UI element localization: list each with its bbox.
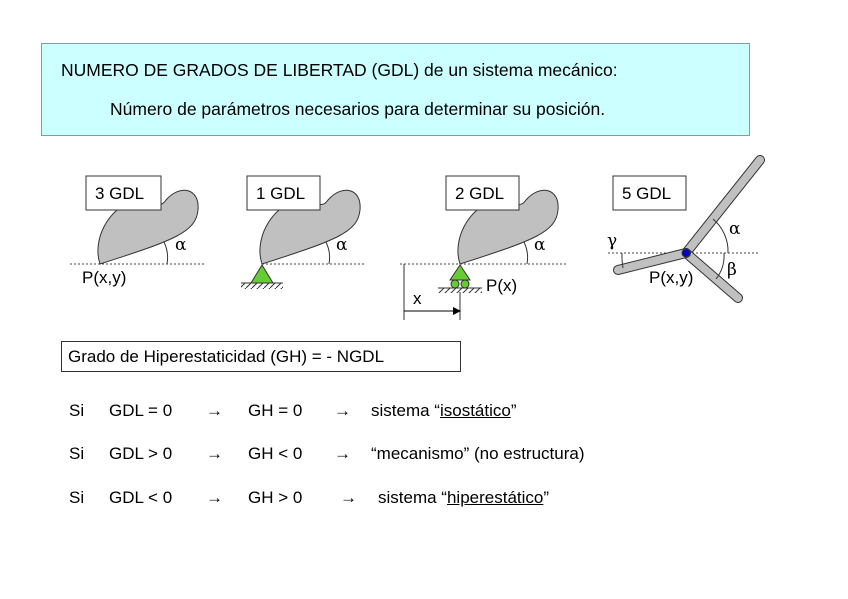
arrow: → [206,444,223,463]
angle-label: α [175,235,187,255]
angle-label: α [534,235,546,255]
rule-si: Si [69,401,85,420]
arrow: → [206,488,223,507]
rule-gh: GH = 0 [248,401,303,420]
point-label: P(x,y) [82,268,127,287]
gdl-label: 3 GDL [95,184,145,203]
rule-si: Si [69,444,85,463]
roller-wheel [461,280,469,288]
rule-result: “mecanismo” (no estructura) [371,444,585,463]
gdl-label: 5 GDL [622,184,672,203]
rule-condition: GDL = 0 [109,401,173,420]
beta-label: β [727,260,737,280]
roller-wheel [451,280,459,288]
rule-result: sistema “isostático” [371,401,517,420]
ground-hatch [241,283,283,289]
definition-title: NUMERO DE GRADOS DE LIBERTAD (GDL) de un sistema mecánico: [61,60,618,80]
x-label: x [413,289,422,308]
figure-3gdl [70,176,206,287]
gdl-label: 2 GDL [455,184,505,203]
joint [682,249,690,257]
point-label: P(x,y) [649,268,694,287]
figure-5gdl [607,160,760,298]
angle-label: α [336,235,348,255]
arrow: → [206,401,223,420]
arrow: → [334,401,351,420]
gamma-label: γ [607,231,618,251]
arrow: → [334,444,351,463]
rule-gh: GH > 0 [248,488,303,507]
figure-1gdl [241,176,366,289]
gh-definition-box [61,341,461,372]
rule-si: Si [69,488,85,507]
definition-subtitle: Número de parámetros necesarios para determinar su posición. [110,99,606,119]
figure-2gdl [400,176,566,320]
point-label: P(x) [486,276,518,295]
rule-condition: GDL < 0 [109,488,173,507]
pin-support [251,265,273,283]
roller-support [450,265,470,280]
angle-arc [524,242,528,264]
arrow: → [340,488,357,507]
rule-condition: GDL > 0 [109,444,173,463]
gh-definition: Grado de Hiperestaticidad (GH) = - NGDL [68,347,385,366]
alpha-label: α [729,219,741,239]
rule-gh: GH < 0 [248,444,303,463]
angle-arc [164,242,168,264]
bar [686,160,760,253]
gdl-label: 1 GDL [256,184,306,203]
angle-arc [326,242,330,264]
rule-result: sistema “hiperestático” [378,488,550,507]
